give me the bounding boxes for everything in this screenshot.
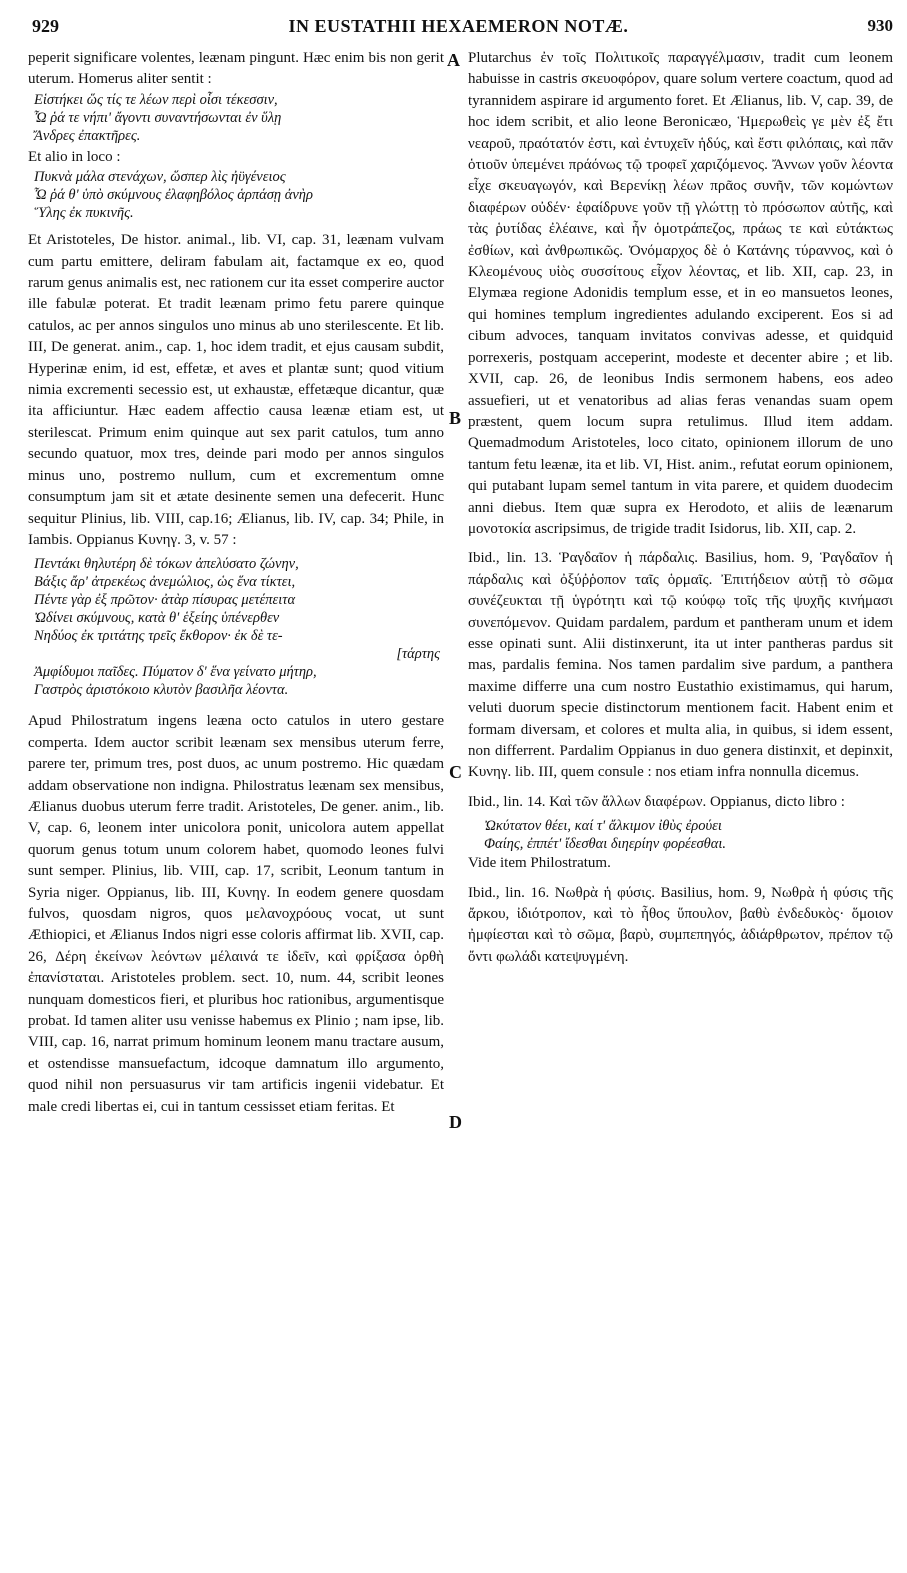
running-title: IN EUSTATHII HEXAEMERON NOTÆ. [288,16,629,36]
greek-line: Γαστρὸς ἀριστόκοιο κλυτὸν βασιλῆα λέοντα. [34,682,289,699]
greek-line: Ὦ ῥά θ' ὑπὸ σκύμνους ἐλαφηβόλος ἁρπάσῃ ἀνὴρ [34,187,313,204]
greek-line: Ἀμφίδυμοι παῖδες. Πύματον δ' ἕνα γείνατο μήτηρ, [34,664,317,681]
greek-line: Πυκνὰ μάλα στενάχων, ὥσπερ λὶς ἠϋγένειος [34,169,286,186]
page-header [24,12,893,46]
greek-line: Πεντάκι θηλυτέρη δὲ τόκων ἀπελύσατο ζώνην, [34,556,299,573]
left-paragraph-3: Et Aristoteles, De histor. animal., lib. VI, cap. 31, leænam vulvam cum partu emittere, deliram fabulam ait, factamque ex eo, quod rarum genus animalis est, nec rationem cur ita esset comperire auctor ille fabulæ poterat. Et tradit leænam primo fetu parere quinque catulos, ac per annos singulos uno minus ab uno sterilescente. Et lib. III, De generat. anim., cap. 1, hoc idem tradit, et ejus causam subdit, Hyperinæ enim, id est, effetæ, et aves et plantæ sunt; quod vitium nimia excrementi secessio est, ut exhaustæ, effetæque dicantur, quæ ita afficiuntur. Hæc eadem affectio causa leænæ etiam est, ut sterilescat. Primum enim quinque aut sex parit catulos, tum anno secundo quatuor, mox tres, deinde pari modo per annos singulos minus uno, postremo nullum, cum et excrementum omne consumptum jam sit et ætate desinente semen una defecerit. Hunc sequitur Plinius, lib. VIII, cap.16; Ælianus, lib. IV, cap. 34; Phile, in Iambis. Oppianus Κυνηγ. 3, v. 57 : [28,232,444,548]
greek-line: Ἄνδρες ἐπακτῆρες. [34,127,141,144]
greek-line-continuation: [τάρτης [396,646,440,663]
oppian-quote [28,555,444,699]
oppian-quote-right [468,817,893,853]
left-column [28,48,444,1118]
left-paragraph-4: Apud Philostratum ingens leæna octo catulos in utero gestare comperta. Idem auctor scribit leænam sex mensibus uterum ferre, parere ter, primum tres, post duos, ac unum postremo. Hic quædam addam observatione non indigna. Philostratus leænam sex mensibus, Ælianus duobus uterum ferre tradit. Aristoteles, De gener. anim., lib. V, cap. 6, leonem inter unicolora ponit, unicolora autem appellat quorum genus totum unum colorem habet, quomodo leones fulvi sunt semper. Plinius, lib. VIII, cap. 17, scribit, Leonum tantum in Syria niger. Oppianus, lib. III, Κυνηγ. In eodem genere quosdam fulvos, quosdam nigros, quos μελανοχρόους vocat, ut sunt Æthiopici, et Ælianus Indos nigri esse coloris affirmat lib. XVII, cap. 26, Δέρη ἐκείνων λεόντων μέλαινά τε ἰδεῖν, καὶ φρίξασα ὀρθὴ ἐπανίσταται. Aristoteles problem. sect. 10, num. 44, scribit leones nunquam domesticos fieri, et pluribus hoc rationibus, argumentisque probat. Id tamen aliter usu venisse habemus ex Plinio ; nam ipse, lib. VIII, cap. 16, narrat primum hominum leonem manu tractare ausum, et ostendisse mansuefactum, idcoque damnatum illo argumento, quod nihil non persuasurus vir tam artificis ingenii videbatur. Et male credi libertas ei, cui in tantum cessisset etiam feritas. Et [28,713,444,1115]
margin-mark-c: C [449,762,462,782]
homer-quote-2 [28,168,444,222]
right-paragraph-1: Plutarchus ἐν τοῖς Πολιτικοῖς παραγγέλμασιν, tradit cum leonem habuisse in castris σκευοφόρον, quare solum vertere coactum, quod ad tyrannidem aspirare id argumento foret. Et Ælianus, lib. V, cap. 39, de hoc idem scribit, et alio leone Beronicæo, Ἡμερωθεὶς γε μὲν ἐξ ἔτι νεαροῦ, πραότατόν ἐστι, καὶ ἐντυχεῖν ἡδύς, καὶ ἔστι φιλόπαις, καὶ πᾶν ὁτιοῦν ὑπεμένει πράόνως τῷ τροφεῖ χαριζόμενος. Ἄννων γοῦν λέοντα εἶχε σκευαγωγόν, καὶ Βερενίκῃ λέων πρᾶος συνῆν, τῶν κομώντων διαφέρων οὐδέν· ἐφαίδρυνε γοῦν τῇ γλώττῃ τὸ πρόσωπον αὐτῆς, καὶ τὰς ῥυτίδας ἐλέαινε, καὶ ἦν ὁμοτράπεζος, πράως τε καὶ εὐτάκτως ἐσθίων, καὶ ἀνθρωπικῶς. Ὀνόμαρχος δὲ ὁ Κατάνης τύραννος, καὶ ὁ Κλεομένους υἱὸς συσσίτους εἶχον λέοντας, et lib. XII, cap. 23, in Elymæa regione Adonidis templum esse, et in eo mansuetos leones, qui homines templum ingredientes adulando exciperent. Eos si ad cibum advoces, tanquam invitatos convivas adesse, et quidquid porrexeris, postquam acceperint, modeste et decenter abire ; et lib. XVII, cap. 26, de leonibus Indis sermonem habens, eos adeo assuefieri, ut et venatoribus ad alias feras venandas suam opem præstent, quem locum supra retulimus. Illud item addam. Quemadmodum Aristoteles, loco citato, opinionem illorum de uno tantum fetu leænæ, ita et lib. VI, Hist. anim., refutat eorum opinionem, qui putabant lupam semel tantum in vita parere, et quidem duodecim anni diebus. Item quæ supra ex Herodoto, et aliis de leænarum μονοτοκία ascripsimus, de trigide tradit Isidorus, lib. XII, cap. 2. [468,50,893,537]
homer-quote-1 [28,91,444,145]
greek-line: Νηδύος ἐκ τριτάτης τρεῖς ἔκθορον· ἐκ δὲ τε- [34,628,283,645]
greek-line: Βάξις ἄρ' ἀτρεκέως ἀνεμώλιος, ὡς ἕνα τίκτει, [34,574,296,591]
left-paragraph-1: peperit significare volentes, leænam pingunt. Hæc enim bis non gerit uterum. Homerus aliter sentit : [28,50,444,88]
right-paragraph-4: Vide item Philostratum. [468,855,611,872]
margin-mark-d: D [449,1112,462,1132]
greek-line: Ὠδίνει σκύμνους, κατὰ θ' ἑξείης ὑπένερθεν [34,610,280,627]
right-paragraph-3: Ibid., lin. 14. Καὶ τῶν ἄλλων διαφέρων. Oppianus, dicto libro : [468,793,845,810]
margin-mark-a: A [447,50,460,70]
right-paragraph-2: Ibid., lin. 13. Ῥαγδαῖον ἡ πάρδαλις. Basilius, hom. 9, Ῥαγδαῖον ἡ πάρδαλις καὶ ὀξύῤῥοπον ταῖς ὁρμαῖς. Ἐπιτήδειον αὐτῇ τὸ σῶμα συνέζευκται τῇ ὑγρότητι καὶ τῷ κούφῳ τοῖς τῆς ψυχῆς κινήμασι συνεπόμενον. Quidam pardalem, pardum et pantheram unum et idem esse opinati sunt. Alii distinxerunt, ita ut inter pantheras pardus sit mas, pardalis femina. Nos tamen pardalim sive pardum, a panthera maxime differre una cum nostro Eustathio existimamus, qui harum, veluti duorum specie distinctorum mentionem facit. Habent enim et formam diversam, et colores et multa alia, in quibus, si idem essent, non differrent. Pardalim Oppianus in duo genera distinxit, et depinxit, Κυνηγ. lib. III, quem consule : nos etiam infra nonnulla dicemus. [468,550,893,781]
greek-line: Ὠκύτατον θέει, καί τ' ἄλκιμον ἰθὺς ἐρούει [484,818,722,835]
greek-line: Ὦ ῥά τε νήπι' ἄγοντι συναντήσωνται ἐν ὕλῃ [34,109,282,126]
greek-line: Ὕλης ἐκ πυκινῆς. [34,205,134,222]
left-paragraph-2: Et alio in loco : [28,148,121,165]
greek-line: Φαίης, ἐππέτ' ἴδεσθαι διηερίην φορέεσθαι. [484,836,727,853]
greek-line: Εἱστήκει ὥς τίς τε λέων περὶ οἷσι τέκεσσιν, [34,91,278,108]
right-paragraph-5: Ibid., lin. 16. Νωθρὰ ἡ φύσις. Basilius, hom. 9, Νωθρὰ ἡ φύσις τῆς ἄρκου, ἰδιότροπον, καὶ τὸ ἦθος ὕπουλον, βαθὺ ἐνδεδυκὸς· ὅμοιον ἠμφίεσται καὶ τὸ σῶμα, βαρὺ, συμπεπηγός, ἀδιάρθρωτον, πρέπον τῷ ὄντι φωλάδι κατεψυγμένη. [468,884,893,965]
page-number-right: 930 [867,16,893,35]
right-column [468,48,893,968]
greek-line: Πέντε γὰρ ἐξ πρῶτον· ἀτὰρ πίσυρας μετέπειτα [34,592,296,609]
page-number-left: 929 [32,16,59,36]
margin-mark-b: B [449,408,462,428]
